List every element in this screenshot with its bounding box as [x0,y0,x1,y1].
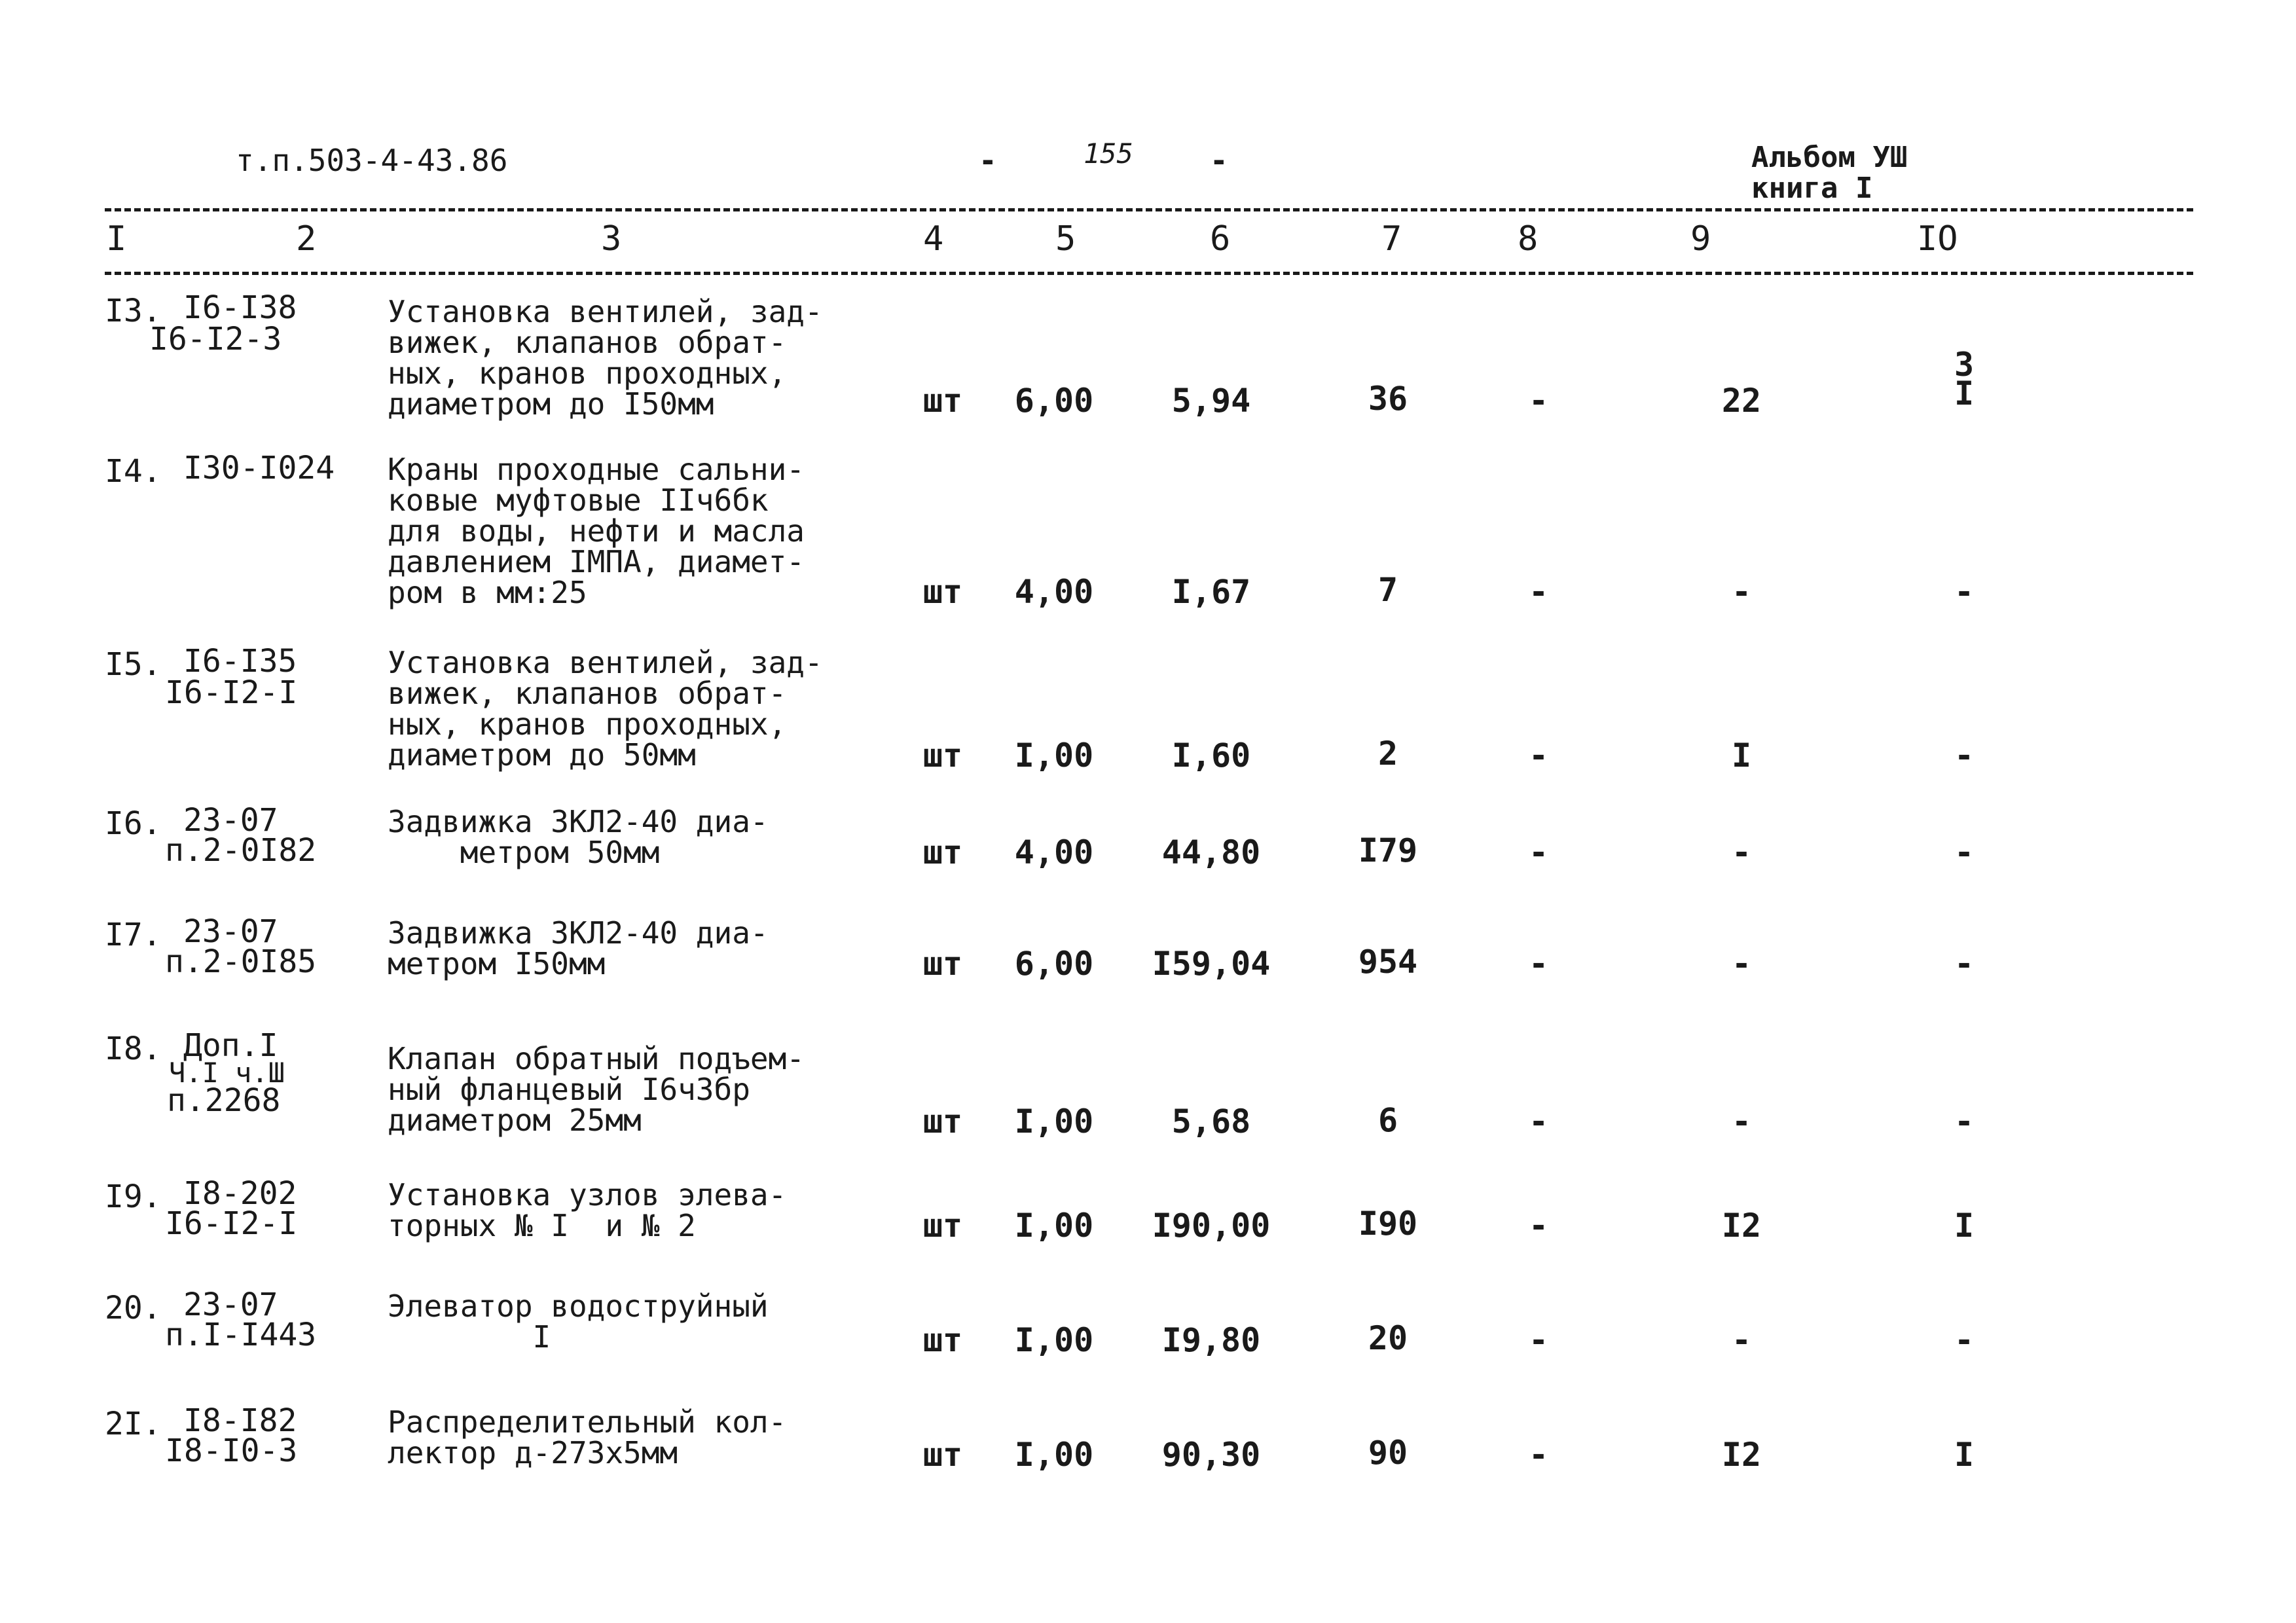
row-number: I4. [105,453,162,490]
row-unit-price: 90,30 [1161,1436,1261,1474]
row-code-secondary: п.2-0I82 [165,832,317,869]
row-number: I6. [105,805,162,842]
column-header-4: 4 [923,219,944,259]
row-code-secondary: п.I-I443 [165,1317,317,1353]
row-unit: шт [922,833,963,871]
row-col8: - [1528,833,1549,871]
row-code-primary: I6-I35 [183,643,297,680]
row-code-primary: I8-202 [183,1175,297,1212]
row-code-primary: I6-I38 [183,289,297,326]
row-unit: шт [922,573,963,611]
book-label: книга I [1751,172,1873,205]
row-total: 36 [1368,380,1408,418]
row-code-primary: I30-I024 [183,450,335,486]
row-number: I8. [105,1030,162,1067]
row-col9: - [1731,833,1752,871]
column-header-7: 7 [1381,219,1402,259]
row-code-tertiary: п.2268 [167,1082,281,1119]
column-header-6: 6 [1210,219,1231,259]
row-total: I79 [1358,831,1418,869]
row-description: Клапан обратный подъем- ный фланцевый I6ч3бр диаметром 25мм [388,1041,805,1138]
row-description: Задвижка 3КЛ2-40 диа- метром 50мм [388,804,769,870]
row-code-secondary: п.2-0I85 [165,943,317,980]
row-number: I7. [105,917,162,953]
row-description: Краны проходные сальни- ковые муфтовые IIч6бк для воды, нефти и масла давлением IМПА, диамет- ром в мм:25 [388,452,805,610]
column-header-8: 8 [1518,219,1539,259]
row-number: 2I. [105,1406,162,1442]
row-unit-price: I,67 [1171,573,1251,611]
row-col10: 3 I [1954,346,1975,412]
row-col10: - [1954,1103,1975,1140]
row-quantity: 4,00 [1014,833,1094,871]
row-description: Распределительный кол- лектор д-273х5мм [388,1404,787,1470]
row-code-primary: 23-07 [183,1286,278,1323]
row-description: Установка вентилей, зад- вижек, клапанов обрат- ных, кранов проходных, диаметром до 50мм [388,645,823,773]
row-col9: I2 [1721,1436,1762,1474]
row-unit: шт [922,737,963,775]
row-total: 6 [1377,1101,1398,1139]
header-rule-bottom [105,272,2193,275]
row-col8: - [1528,1436,1549,1474]
row-code-primary: 23-07 [183,802,278,839]
row-number: I5. [105,646,162,683]
row-unit: шт [922,382,963,420]
row-col9: I [1731,737,1752,775]
row-code-primary: I8-I82 [183,1402,297,1439]
row-col8: - [1528,737,1549,775]
row-unit: шт [922,1207,963,1245]
row-col10: - [1954,945,1975,983]
row-code-secondary: I8-I0-3 [165,1432,298,1469]
row-code-secondary: I6-I2-3 [149,321,282,357]
column-header-3: 3 [601,219,622,259]
row-unit: шт [922,1436,963,1474]
row-unit: шт [922,1103,963,1140]
row-col8: - [1528,573,1549,611]
row-unit-price: 44,80 [1161,833,1261,871]
row-number: I3. [105,293,162,329]
row-unit-price: 5,94 [1171,382,1251,420]
row-quantity: I,00 [1014,737,1094,775]
row-col9: - [1731,573,1752,611]
page-number: 155 [1084,137,1133,170]
row-unit-price: I90,00 [1152,1207,1271,1245]
row-col10: I [1954,1436,1975,1474]
header-dash-left: - [979,143,997,178]
row-col10: - [1954,833,1975,871]
row-quantity: 4,00 [1014,573,1094,611]
row-col9: - [1731,945,1752,983]
row-total: I90 [1358,1205,1418,1243]
row-unit: шт [922,1321,963,1359]
row-unit-price: 5,68 [1171,1103,1251,1140]
row-col8: - [1528,1321,1549,1359]
row-col8: - [1528,382,1549,420]
row-unit-price: I9,80 [1161,1321,1261,1359]
row-code-secondary: I6-I2-I [165,674,298,711]
row-col9: - [1731,1103,1752,1140]
document-reference: т.п.503-4-43.86 [236,143,508,178]
album-label: Альбом УШ [1751,141,1908,174]
row-total: 954 [1358,943,1418,981]
row-col9: - [1731,1321,1752,1359]
row-code-secondary: I6-I2-I [165,1205,298,1242]
row-quantity: 6,00 [1014,945,1094,983]
row-quantity: I,00 [1014,1321,1094,1359]
row-col10: - [1954,1321,1975,1359]
row-unit-price: I,60 [1171,737,1251,775]
row-col10: I [1954,1207,1975,1245]
row-code-secondary: Ч.I ч.Ш [169,1057,285,1089]
header-dash-right: - [1210,143,1228,178]
row-quantity: I,00 [1014,1207,1094,1245]
column-header-10: IO [1917,219,1958,259]
row-col8: - [1528,1103,1549,1140]
row-number: 20. [105,1290,162,1326]
column-header-2: 2 [296,219,317,259]
row-col10: - [1954,737,1975,775]
row-col10: - [1954,573,1975,611]
row-total: 20 [1368,1319,1408,1357]
row-description: Установка вентилей, зад- вижек, клапанов обрат- ных, кранов проходных, диаметром до I50мм [388,294,823,422]
row-code-primary: 23-07 [183,913,278,950]
row-col8: - [1528,945,1549,983]
row-unit: шт [922,945,963,983]
row-quantity: 6,00 [1014,382,1094,420]
column-header-5: 5 [1055,219,1076,259]
row-col9: 22 [1721,382,1762,420]
row-total: 2 [1377,735,1398,773]
row-quantity: I,00 [1014,1103,1094,1140]
row-description: Установка узлов элева- торных № I и № 2 [388,1177,787,1243]
row-total: 7 [1377,571,1398,609]
row-number: I9. [105,1178,162,1215]
header-rule-top [105,208,2193,211]
row-total: 90 [1368,1434,1408,1472]
column-header-9: 9 [1690,219,1711,259]
row-description: Элеватор водоструйный I [388,1288,769,1355]
row-quantity: I,00 [1014,1436,1094,1474]
column-header-1: I [106,219,127,259]
row-code-primary: Доп.I [183,1027,278,1064]
row-unit-price: I59,04 [1152,945,1271,983]
row-col9: I2 [1721,1207,1762,1245]
row-description: Задвижка 3КЛ2-40 диа- метром I50мм [388,915,769,981]
row-col8: - [1528,1207,1549,1245]
